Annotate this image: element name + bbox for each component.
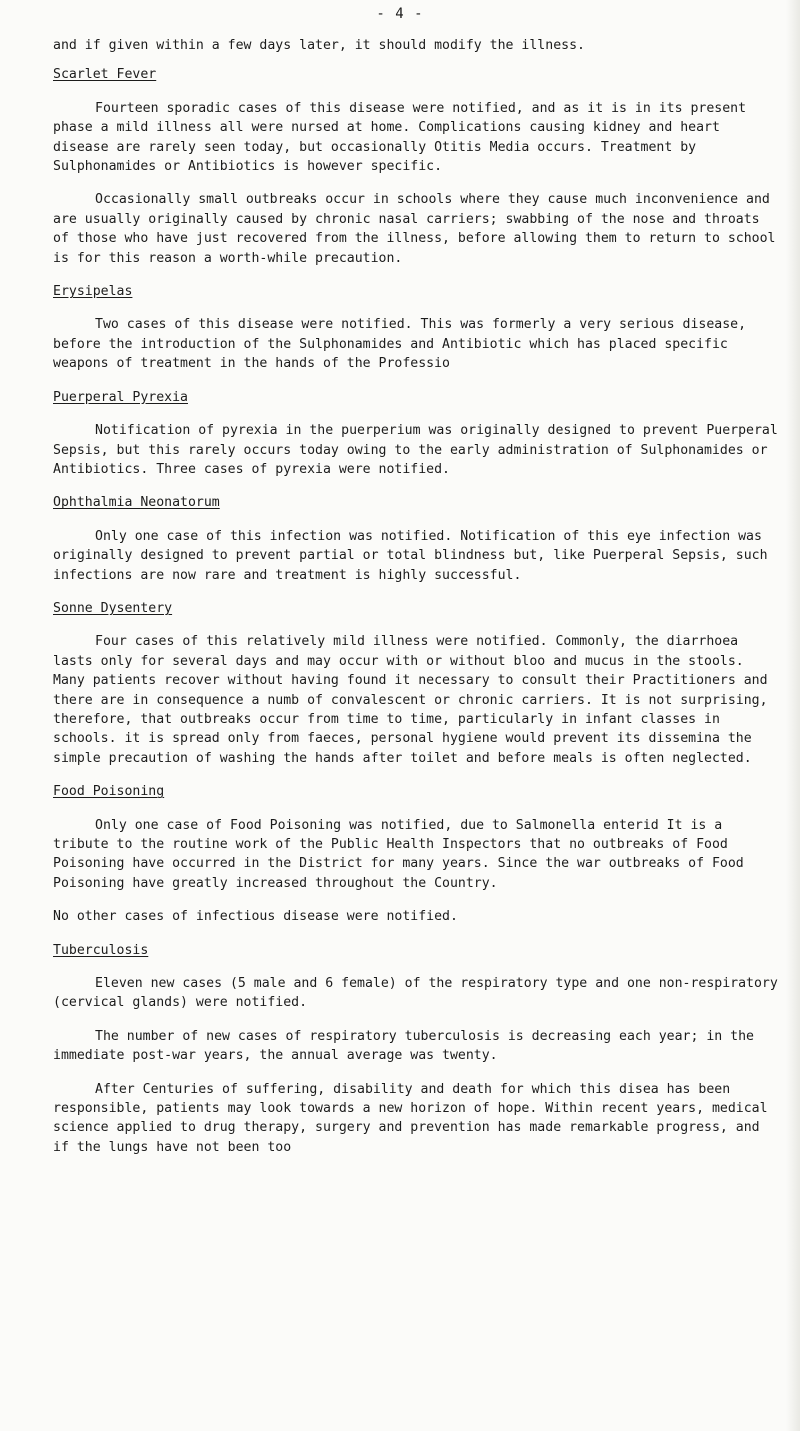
- heading-erysipelas: Erysipelas: [53, 284, 133, 300]
- heading-puerperal-pyrexia: Puerperal Pyrexia: [53, 389, 188, 405]
- paragraph-tuberculosis-2: The number of new cases of respiratory tuberculosis is decreasing each year; in the immediate post-war years, the annual average was twenty.: [53, 1028, 762, 1064]
- heading-food-poisoning: Food Poisoning: [53, 784, 165, 800]
- document-body: [53, 36, 786, 1157]
- paragraph-scarlet-fever-2: Occasionally small outbreaks occur in schools where they cause much inconvenience and are usually originally caused by chronic nasal carriers; swabbing of the nose and throats of those who have just recovered from the illness, before allowing them to return to school is for this reason a worth-while precaution.: [53, 192, 784, 266]
- page-edge-shadow: [786, 0, 800, 1431]
- page-number: - 4 -: [376, 6, 424, 22]
- heading-sonne-dysentery: Sonne Dysentery: [53, 600, 173, 616]
- paragraph-ophthalmia-neonatorum: Only one case of this infection was notified. Notification of this eye infection was originally designed to prevent partial or total blindness but, like Puerperal Sepsis, such infections are now rare and treatment is highly successful.: [53, 528, 776, 583]
- paragraph-scarlet-fever-1: Fourteen sporadic cases of this disease were notified, and as it is in its present phase a mild illness all were nursed at home. Complications causing kidney and heart disease are rarely seen today, but occasionally Otitis Media occurs. Treatment by Sulphonamides or Antibiotics is however specific.: [53, 100, 754, 175]
- intro-line: and if given within a few days later, it should modify the illness.: [53, 38, 585, 53]
- heading-tuberculosis: Tuberculosis: [53, 942, 149, 958]
- paragraph-no-other-cases: No other cases of infectious disease were notified.: [53, 909, 458, 925]
- paragraph-sonne-dysentery: Four cases of this relatively mild illness were notified. Commonly, the diarrhoea lasts only for several days and may occur with or without bloo and mucus in the stools. Many patients recover without having found it necessary to consult their Practitioners and there are in consequence a numb of convalescent or chronic carriers. It is not surprising, therefore, that outbreaks occur from time to time, particularly in infant classes in schools. it is spread only from faeces, personal hygiene would prevent its dissemina the simple precaution of washing the hands after toilet and before meals is often neglected.: [53, 634, 776, 766]
- paragraph-puerperal-pyrexia: Notification of pyrexia in the puerperium was originally designed to prevent Puerperal Sepsis, but this rarely occurs today owing to the early administration of Sulphonamides or Antibiotics. Three cases of pyrexia were notified.: [53, 423, 786, 477]
- heading-scarlet-fever: Scarlet Fever: [53, 67, 157, 83]
- paragraph-tuberculosis-1: Eleven new cases (5 male and 6 female) of the respiratory type and one non-respiratory (cervical glands) were notified.: [53, 976, 786, 1011]
- paragraph-erysipelas: Two cases of this disease were notified. This was formerly a very serious disease, before the introduction of the Sulphonamides and Antibiotic which has placed specific weapons of treatment in the hands of the Professio: [53, 317, 754, 372]
- paragraph-food-poisoning: Only one case of Food Poisoning was notified, due to Salmonella enterid It is a tribute to the routine work of the Public Health Inspectors that no outbreaks of Food Poisoning have occurred in the District for many years. Since the war outbreaks of Food Poisoning have greatly increased throughout the Country.: [53, 817, 752, 891]
- heading-ophthalmia-neonatorum: Ophthalmia Neonatorum: [53, 495, 220, 511]
- paragraph-tuberculosis-3: After Centuries of suffering, disability and death for which this disea has been responsible, patients may look towards a new horizon of hope. Within recent years, medical science applied to drug therapy, surgery and prevention has made remarkable progress, and if the lungs have not been too: [53, 1081, 776, 1155]
